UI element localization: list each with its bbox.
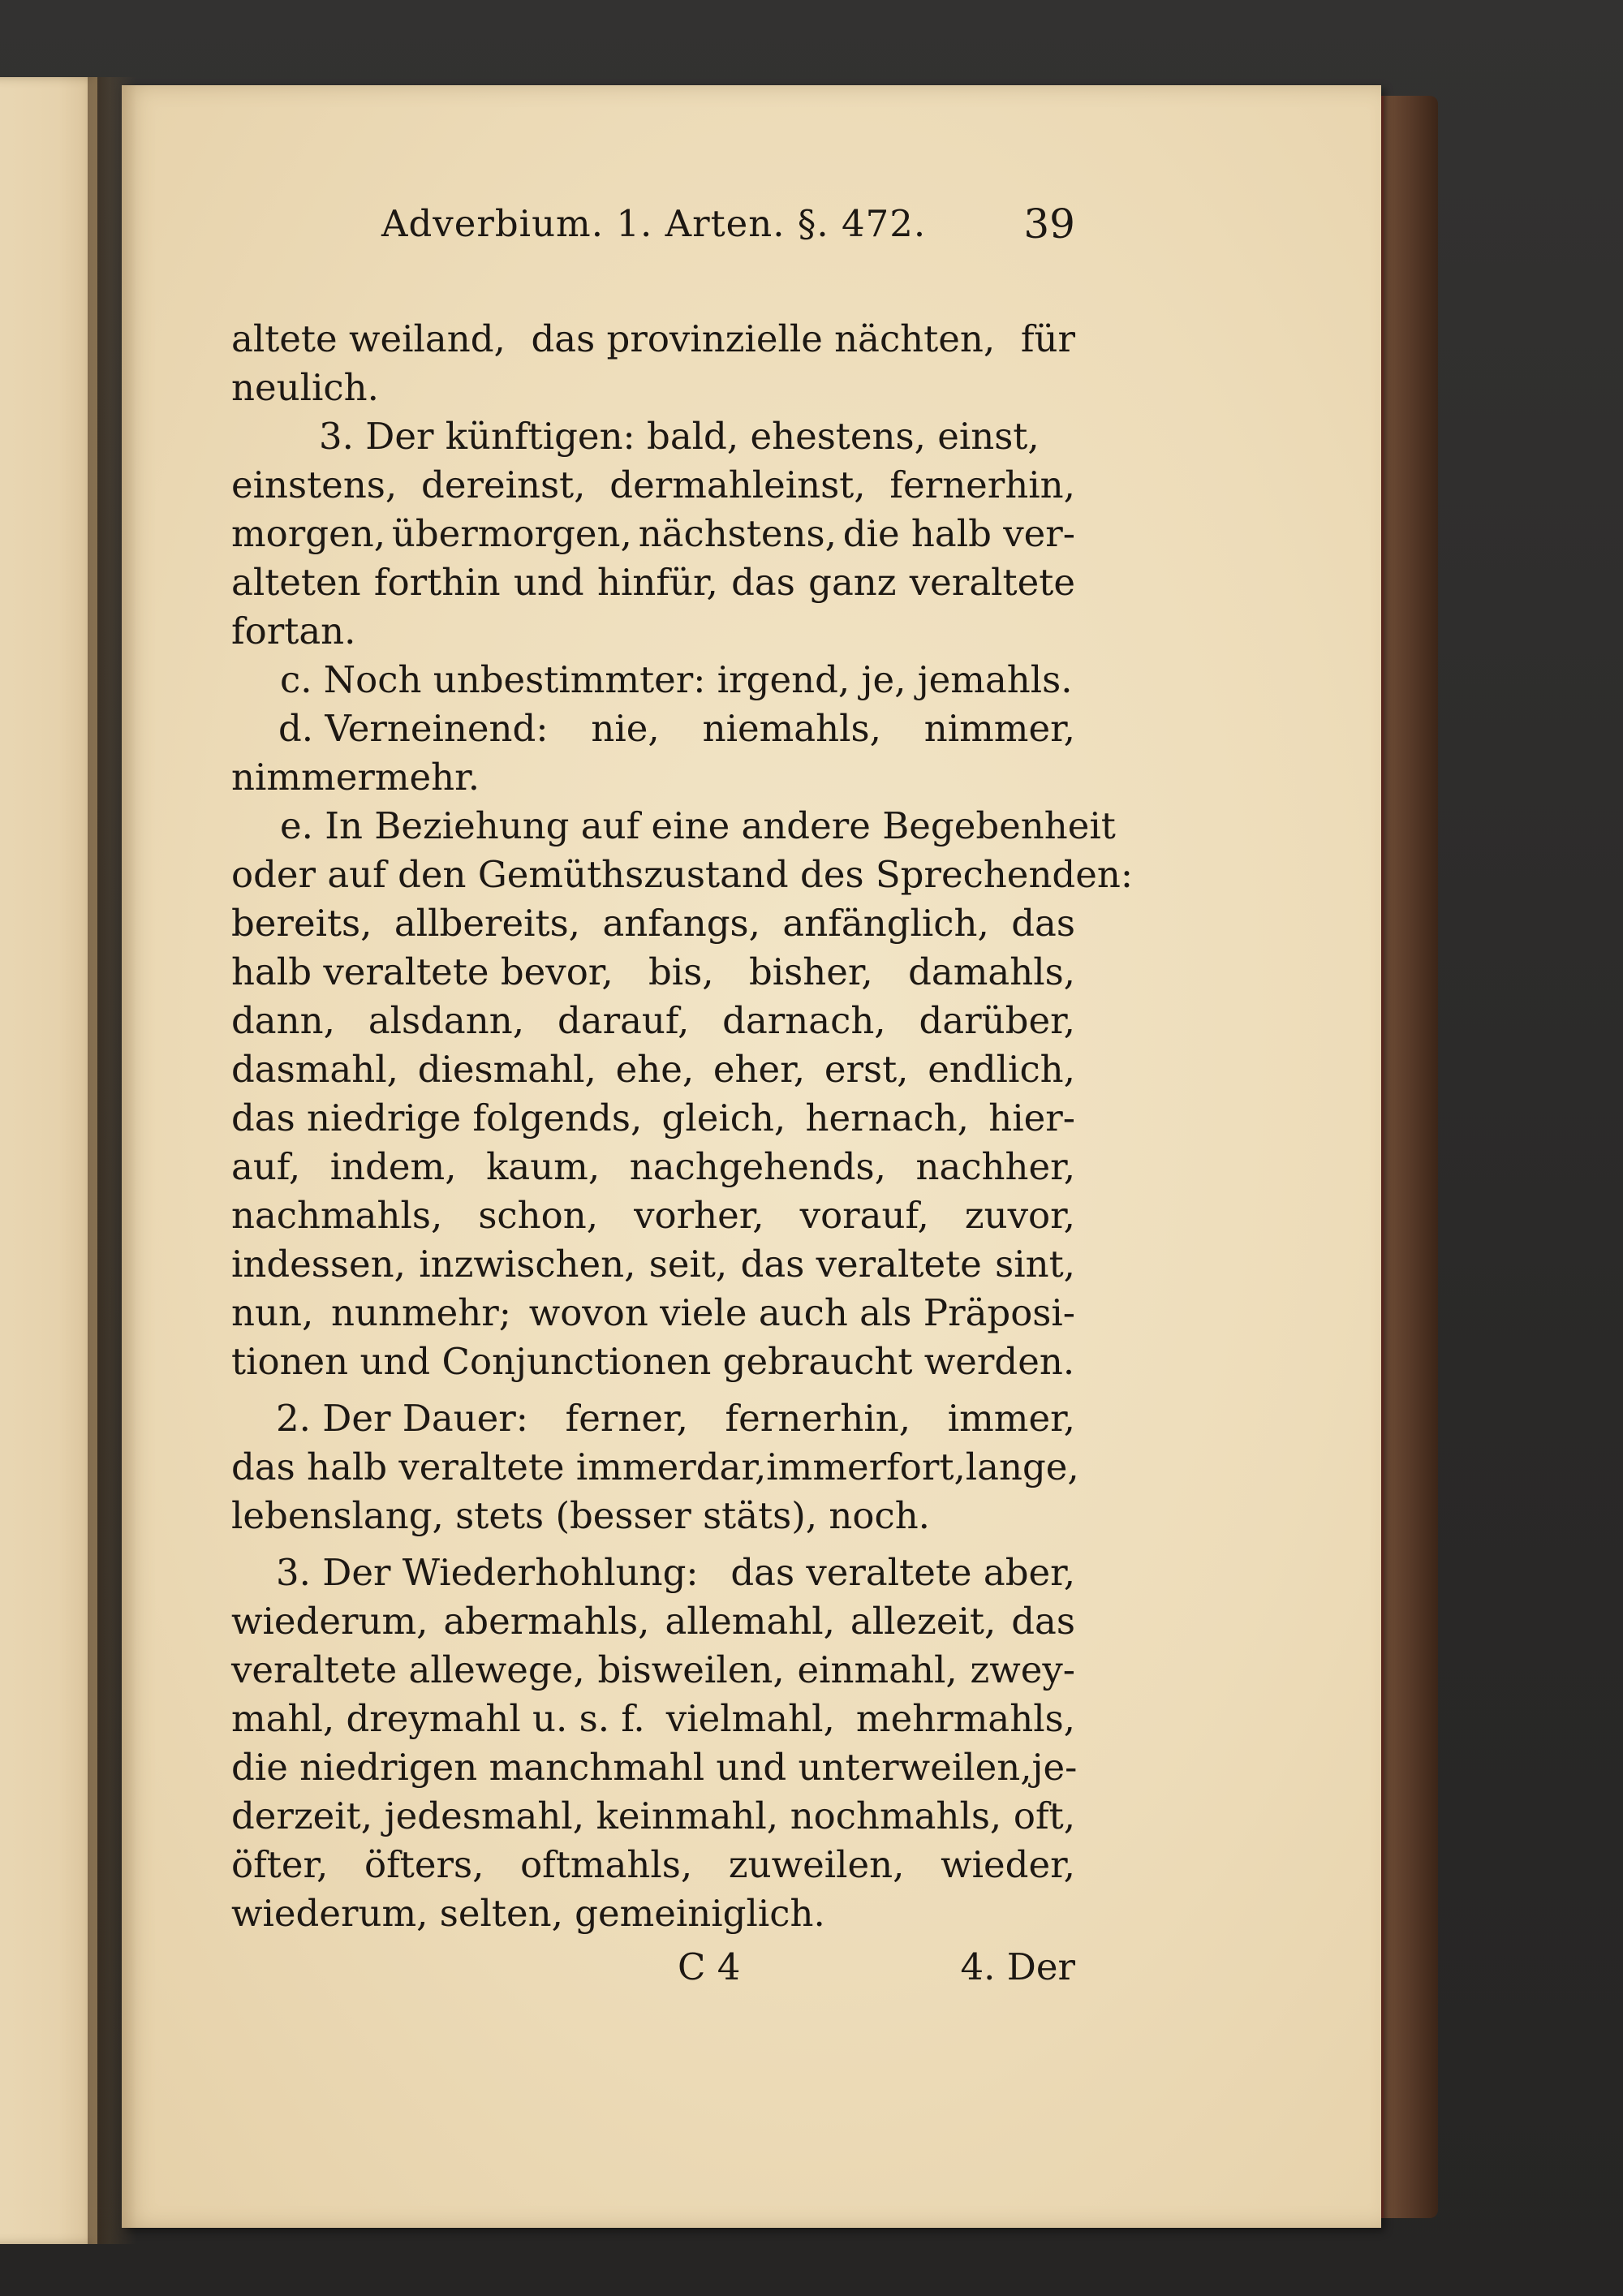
text-line — [231, 1743, 1078, 1792]
text-line — [231, 1841, 1075, 1889]
text-line — [231, 899, 1075, 948]
text-segment: ferner, — [565, 1397, 688, 1440]
text-segment: 3. Der künftigen: bald, ehestens, einst, — [319, 415, 1040, 458]
text-segment: mahl, dreymahl u. s. f. — [231, 1697, 645, 1740]
text-segment: bisweilen, — [597, 1648, 785, 1691]
text-segment: endlich, — [928, 1048, 1075, 1091]
text-line — [231, 704, 1075, 753]
previous-page-edge — [0, 77, 97, 2244]
text-segment: mehrmahls, — [855, 1697, 1075, 1740]
text-segment: forthin — [373, 561, 501, 604]
text-segment: dann, — [231, 999, 335, 1042]
text-segment: vielmahl, — [665, 1697, 835, 1740]
text-segment: zwey- — [970, 1648, 1075, 1691]
signature-mark: C 4 — [678, 1945, 741, 1988]
text-segment: das provinzielle nächten, — [531, 317, 996, 360]
text-line — [231, 1646, 1075, 1695]
text-segment: das — [1011, 1600, 1075, 1643]
text-segment: für — [1020, 317, 1075, 360]
text-segment: alteten — [231, 561, 361, 604]
text-segment: zuweilen, — [728, 1843, 905, 1886]
text-segment: wiederum, selten, gemeiniglich. — [231, 1892, 825, 1935]
text-segment: darauf, — [557, 999, 690, 1042]
text-segment: hinfür, — [596, 561, 718, 604]
text-segment: vorauf, — [799, 1194, 929, 1237]
text-segment: indem, — [329, 1145, 457, 1188]
text-segment: je- — [1031, 1746, 1078, 1789]
text-segment: die niedrigen manchmahl und unterweilen, — [231, 1746, 1032, 1789]
text-line — [231, 1492, 1075, 1540]
text-segment: niemahls, — [702, 707, 881, 750]
text-segment: bis, — [648, 950, 714, 993]
text-line — [231, 948, 1075, 997]
book-cover-edge — [1371, 96, 1438, 2218]
text-segment: und — [513, 561, 584, 604]
text-segment: anfänglich, — [782, 902, 989, 945]
text-segment: hernach, — [805, 1096, 969, 1139]
text-segment: das — [731, 561, 795, 604]
catchword: 4. Der — [960, 1945, 1075, 1988]
text-segment: das halb veraltete immerdar, — [231, 1445, 767, 1488]
text-segment: indessen, — [231, 1243, 406, 1286]
text-segment: einmahl, — [797, 1648, 958, 1691]
text-line — [231, 802, 1116, 851]
text-segment: das — [1011, 902, 1075, 945]
text-segment: alsdann, — [368, 999, 525, 1042]
text-segment: seit, — [648, 1243, 728, 1286]
text-segment: nachher, — [915, 1145, 1075, 1188]
text-line — [231, 1240, 1075, 1289]
text-segment: veraltete — [909, 561, 1075, 604]
text-segment: nimmer, — [923, 707, 1075, 750]
text-segment: das veraltete — [740, 1243, 982, 1286]
text-segment: erst, — [824, 1048, 909, 1091]
text-segment: diesmahl, — [417, 1048, 596, 1091]
text-segment: bisher, — [748, 950, 873, 993]
text-segment: allbereits, — [394, 902, 580, 945]
text-segment: vorher, — [634, 1194, 764, 1237]
text-line — [231, 1394, 1075, 1443]
text-line — [231, 753, 1075, 802]
text-segment: nimmermehr. — [231, 756, 480, 799]
text-segment: neulich. — [231, 366, 379, 409]
text-segment: tionen und Conjunctionen gebraucht werden. — [231, 1340, 1075, 1383]
text-segment: das veraltete aber, — [730, 1551, 1075, 1594]
text-segment: dereinst, — [421, 463, 586, 506]
text-line — [231, 1443, 1079, 1492]
running-head — [231, 200, 1075, 248]
text-line — [231, 1289, 1075, 1338]
text-segment: nun, — [231, 1291, 314, 1334]
text-segment: lange, — [965, 1445, 1079, 1488]
text-line — [231, 1597, 1075, 1646]
text-segment: eher, — [712, 1048, 806, 1091]
text-segment: die halb ver- — [842, 512, 1075, 555]
text-segment: schon, — [478, 1194, 598, 1237]
running-title: Adverbium. 1. Arten. §. 472. — [381, 202, 927, 245]
text-segment: fernerhin, — [889, 463, 1075, 506]
text-segment: nachgehends, — [629, 1145, 886, 1188]
text-line — [231, 510, 1075, 558]
text-segment: bereits, — [231, 902, 372, 945]
text-line — [231, 315, 1075, 364]
text-segment: das niedrige folgends, — [231, 1096, 643, 1139]
text-segment: immerfort, — [766, 1445, 966, 1488]
text-segment: öfter, — [231, 1843, 329, 1886]
text-line — [231, 461, 1075, 510]
text-line — [231, 1045, 1075, 1094]
text-segment: derzeit, — [231, 1794, 373, 1837]
text-segment: veraltete allewege, — [231, 1648, 585, 1691]
text-line — [231, 1889, 1075, 1938]
text-line — [231, 607, 1075, 656]
text-segment: abermahls, — [443, 1600, 650, 1643]
text-segment: nunmehr; — [331, 1291, 511, 1334]
text-segment: immer, — [947, 1397, 1075, 1440]
text-segment: dermahleinst, — [609, 463, 866, 506]
text-segment: ganz — [808, 561, 897, 604]
text-line — [231, 997, 1075, 1045]
text-segment: halb veraltete bevor, — [231, 950, 613, 993]
text-segment: fernerhin, — [725, 1397, 911, 1440]
text-segment: inzwischen, — [419, 1243, 636, 1286]
text-segment: allemahl, — [665, 1600, 835, 1643]
text-segment: dasmahl, — [231, 1048, 398, 1091]
text-segment: wiederum, — [231, 1600, 428, 1643]
text-segment: darnach, — [722, 999, 886, 1042]
text-segment: nachmahls, — [231, 1194, 443, 1237]
text-segment: einstens, — [231, 463, 398, 506]
text-segment: jedesmahl, — [384, 1794, 584, 1837]
page-number: 39 — [1023, 200, 1075, 248]
text-segment: anfangs, — [602, 902, 760, 945]
text-line — [231, 412, 1075, 461]
text-segment: damahls, — [908, 950, 1075, 993]
text-line — [231, 558, 1075, 607]
text-segment: 2. Der Dauer: — [276, 1397, 528, 1440]
text-line — [231, 1338, 1075, 1386]
text-segment: nie, — [591, 707, 660, 750]
text-line — [231, 1695, 1075, 1743]
text-segment: übermorgen, — [391, 512, 632, 555]
text-segment: öfters, — [364, 1843, 484, 1886]
text-segment: darüber, — [919, 999, 1075, 1042]
text-line — [231, 364, 1075, 412]
page-gutter-shadow — [88, 77, 136, 2244]
text-line — [231, 1191, 1075, 1240]
text-segment: wovon viele auch als Präposi- — [528, 1291, 1075, 1334]
text-segment: morgen, — [231, 512, 385, 555]
text-line — [231, 1549, 1075, 1597]
text-line — [231, 851, 1134, 899]
text-segment: sint, — [995, 1243, 1075, 1286]
page-footer — [231, 1943, 1075, 1992]
text-line — [231, 1792, 1075, 1841]
text-segment: fortan. — [231, 610, 356, 653]
text-segment: lebenslang, stets (besser stäts), noch. — [231, 1494, 930, 1537]
text-line — [231, 1094, 1075, 1143]
text-segment: nächstens, — [638, 512, 837, 555]
text-segment: gleich, — [661, 1096, 786, 1139]
text-segment: ehe, — [615, 1048, 695, 1091]
text-segment: oftmahls, — [520, 1843, 693, 1886]
text-segment: e. In Beziehung auf eine andere Begebenheit — [280, 804, 1116, 847]
text-segment: auf, — [231, 1145, 301, 1188]
text-segment: hier- — [988, 1096, 1075, 1139]
text-segment: kaum, — [486, 1145, 601, 1188]
text-line — [231, 656, 1075, 704]
text-segment: allezeit, — [850, 1600, 997, 1643]
text-segment: c. Noch unbestimmter: irgend, je, jemahls. — [280, 658, 1073, 701]
text-segment: wieder, — [941, 1843, 1075, 1886]
text-segment: keinmahl, — [596, 1794, 779, 1837]
text-segment: 3. Der Wiederhohlung: — [276, 1551, 699, 1594]
text-segment: oft, — [1013, 1794, 1075, 1837]
text-line — [231, 1143, 1075, 1191]
text-segment: oder auf den Gemüthszustand des Sprechenden: — [231, 853, 1134, 896]
text-segment: d. Verneinend: — [278, 707, 549, 750]
text-segment: zuvor, — [964, 1194, 1075, 1237]
text-segment: altete weiland, — [231, 317, 506, 360]
text-segment: nochmahls, — [790, 1794, 1002, 1837]
